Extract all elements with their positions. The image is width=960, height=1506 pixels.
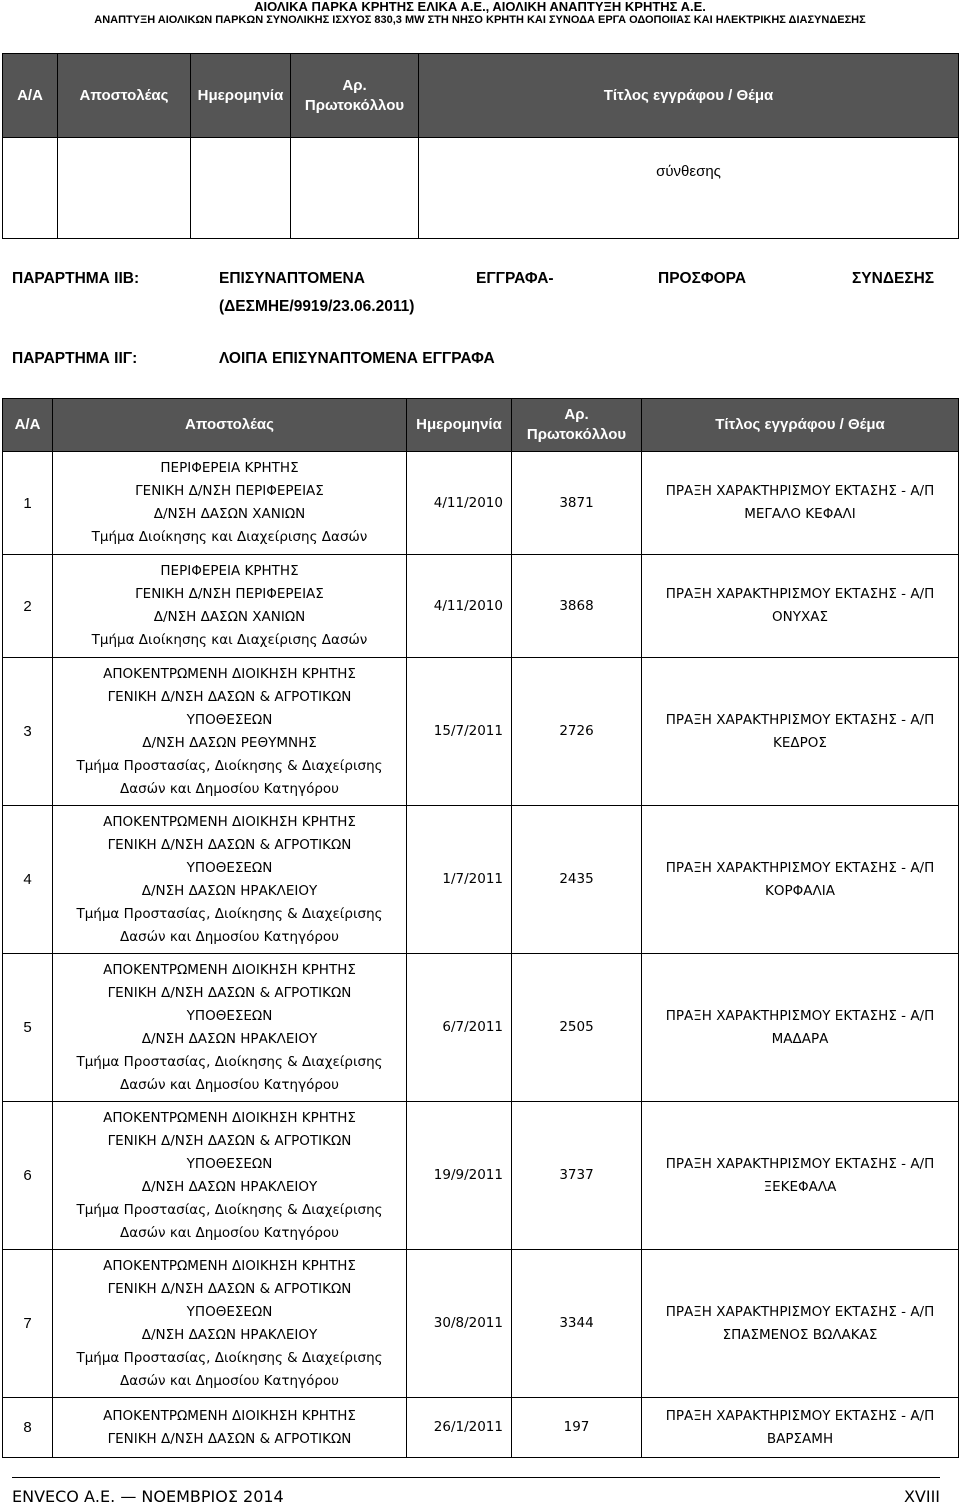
sender-line: ΓΕΝΙΚΗ Δ/ΝΣΗ ΔΑΣΩΝ & ΑΓΡΟΤΙΚΩΝ [107,1430,352,1447]
table-row [3,1398,959,1458]
title-line: ΜΕΓΑΛΟ ΚΕΦΑΛΙ [744,506,856,522]
table-row [3,1102,959,1250]
sender-line: Δ/ΝΣΗ ΔΑΣΩΝ ΗΡΑΚΛΕΙΟΥ [141,1178,318,1195]
cell-protocol: 3871 [512,452,642,555]
cell-date: 4/11/2010 [407,452,512,555]
sender-line: ΠΕΡΙΦΕΡΕΙΑ ΚΡΗΤΗΣ [160,563,299,579]
section-iig-label: ΠΑΡΑΡΤΗΜΑ ΙΙΓ: [12,350,138,367]
sender-line: ΠΕΡΙΦΕΡΕΙΑ ΚΡΗΤΗΣ [160,460,299,476]
cell-protocol: 3868 [512,555,642,658]
sender-line: ΑΠΟΚΕΝΤΡΩΜΕΝΗ ΔΙΟΙΚΗΣΗ ΚΡΗΤΗΣ [103,1257,356,1274]
title-line: ΠΡΑΞΗ ΧΑΡΑΚΤΗΡΙΣΜΟΥ ΕΚΤΑΣΗΣ - Α/Π [665,1407,935,1424]
footer-company: ENVECO Α.Ε. [12,1487,116,1506]
sender-line: ΓΕΝΙΚΗ Δ/ΝΣΗ ΠΕΡΙΦΕΡΕΙΑΣ [135,586,324,602]
table-row [3,555,959,658]
col-header-title: Τίτλος εγγράφου / Θέμα [419,54,959,138]
col-header-protocol: Αρ. Πρωτοκόλλου [291,54,419,138]
footer-page-number: XVIII [903,1487,940,1506]
sender-line: ΥΠΟΘΕΣΕΩΝ [186,859,273,876]
cell-protocol: 2435 [512,806,642,954]
table-row [3,1250,959,1398]
cell-date: 4/11/2010 [407,555,512,658]
document-header-subtitle: ΑΝΑΠΤΥΞΗ ΑΙΟΛΙΚΩΝ ΠΑΡΚΩΝ ΣΥΝΟΛΙΚΗΣ ΙΣΧΥΟΣ 830,3 MW ΣΤΗ ΝΗΣΟ ΚΡΗΤΗ ΚΑΙ ΣΥΝΟΔΑ ΕΡΓΑ ΟΔΟΠΟΙΙΑΣ ΚΑΙ ΗΛΕΚΤΡΙΚΗΣ ΔΙΑΣΥΝΔΕΣΗΣ [94,14,866,26]
cell-title [642,806,959,954]
cell-title [642,954,959,1102]
sender-line: Δ/ΝΣΗ ΔΑΣΩΝ ΗΡΑΚΛΕΙΟΥ [141,1030,318,1047]
col-header-date: Ημερομηνία [407,399,512,452]
col-header-sender: Αποστολέας [58,54,191,138]
title-line: ΠΡΑΞΗ ΧΑΡΑΚΤΗΡΙΣΜΟΥ ΕΚΤΑΣΗΣ - Α/Π [665,1303,935,1320]
sender-line: Δ/ΝΣΗ ΔΑΣΩΝ ΡΕΘΥΜΝΗΣ [142,734,317,751]
documents-table-body [3,452,959,1458]
section-iib-word1: ΕΠΙΣΥΝΑΠΤΟΜΕΝΑ [219,270,365,287]
col-header-title: Τίτλος εγγράφου / Θέμα [642,399,959,452]
sender-line: ΓΕΝΙΚΗ Δ/ΝΣΗ ΔΑΣΩΝ & ΑΓΡΟΤΙΚΩΝ [107,984,352,1001]
cell-title [642,555,959,658]
footer-date: ΝΟΕΜΒΡΙΟΣ 2014 [141,1487,284,1506]
cell-aa: 5 [3,954,53,1102]
table-row [3,138,959,239]
cell-sender [53,1102,407,1250]
cell-title-text: σύνθεσης [656,162,721,180]
sender-line: ΑΠΟΚΕΝΤΡΩΜΕΝΗ ΔΙΟΙΚΗΣΗ ΚΡΗΤΗΣ [103,1407,356,1424]
cell-aa [3,138,58,239]
cell-sender [53,555,407,658]
sender-line: Τμήμα Προστασίας, Διοίκησης & Διαχείρισης [76,1201,383,1218]
sender-line: ΓΕΝΙΚΗ Δ/ΝΣΗ ΠΕΡΙΦΕΡΕΙΑΣ [135,483,324,499]
col-header-date: Ημερομηνία [191,54,291,138]
title-line: ΜΑΔΑΡΑ [771,1030,829,1047]
sender-line: Τμήμα Προστασίας, Διοίκησης & Διαχείρισης [76,905,383,922]
title-line: ΠΡΑΞΗ ΧΑΡΑΚΤΗΡΙΣΜΟΥ ΕΚΤΑΣΗΣ - Α/Π [665,1007,935,1024]
cell-date: 15/7/2011 [407,658,512,806]
cell-aa: 2 [3,555,53,658]
page-footer [12,1477,940,1506]
cell-title [642,1250,959,1398]
cell-title [642,1398,959,1458]
col-header-aa: Α/Α [3,54,58,138]
section-iib-reference: (ΔΕΣΜΗΕ/9919/23.06.2011) [219,298,415,315]
footer-dash: — [120,1487,137,1506]
cell-protocol [291,138,419,239]
cell-protocol: 197 [512,1398,642,1458]
title-line: ΚΟΡΦΑΛΙΑ [765,882,835,899]
sender-line: Δ/ΝΣΗ ΔΑΣΩΝ ΗΡΑΚΛΕΙΟΥ [141,882,318,899]
sender-line: ΥΠΟΘΕΣΕΩΝ [186,711,273,728]
col-header-protocol-line2: Πρωτοκόλλου [526,426,627,443]
title-line: ΠΡΑΞΗ ΧΑΡΑΚΤΗΡΙΣΜΟΥ ΕΚΤΑΣΗΣ - Α/Π [665,711,935,728]
cell-sender [53,658,407,806]
cell-date: 26/1/2011 [407,1398,512,1458]
section-iib-word4: ΣΥΝΔΕΣΗΣ [852,270,935,287]
col-header-sender: Αποστολέας [53,399,407,452]
documents-table [2,398,959,1458]
cell-aa: 7 [3,1250,53,1398]
cell-aa: 8 [3,1398,53,1458]
sender-line: Τμήμα Προστασίας, Διοίκησης & Διαχείρισης [76,757,383,774]
sender-line: Δασών και Δημοσίου Κατηγόρου [120,1224,339,1241]
sender-line: Τμήμα Προστασίας, Διοίκησης & Διαχείρισης [76,1349,383,1366]
title-line: ΠΡΑΞΗ ΧΑΡΑΚΤΗΡΙΣΜΟΥ ΕΚΤΑΣΗΣ - Α/Π [665,859,935,876]
footer-left [12,1487,284,1506]
sender-line: Δασών και Δημοσίου Κατηγόρου [120,928,339,945]
title-line: ΣΠΑΣΜΕΝΟΣ ΒΩΛΑΚΑΣ [722,1326,878,1343]
cell-date: 6/7/2011 [407,954,512,1102]
cell-date [191,138,291,239]
sender-line: ΥΠΟΘΕΣΕΩΝ [186,1155,273,1172]
title-line: ΠΡΑΞΗ ΧΑΡΑΚΤΗΡΙΣΜΟΥ ΕΚΤΑΣΗΣ - Α/Π [665,1155,935,1172]
sender-line: ΑΠΟΚΕΝΤΡΩΜΕΝΗ ΔΙΟΙΚΗΣΗ ΚΡΗΤΗΣ [103,813,356,830]
cell-protocol: 3344 [512,1250,642,1398]
sender-line: ΥΠΟΘΕΣΕΩΝ [186,1007,273,1024]
document-header-title: ΑΙΟΛΙΚΑ ΠΑΡΚΑ ΚΡΗΤΗΣ ΕΛΙΚΑ Α.Ε., ΑΙΟΛΙΚΗ ΑΝΑΠΤΥΞΗ ΚΡΗΤΗΣ Α.Ε. [254,0,706,14]
table-row [3,452,959,555]
sender-line: Δ/ΝΣΗ ΔΑΣΩΝ ΧΑΝΙΩΝ [153,609,306,625]
cell-title [642,658,959,806]
sender-line: Τμήμα Διοίκησης και Διαχείρισης Δασών [91,529,368,545]
cell-sender [53,452,407,555]
table-row [3,658,959,806]
cell-aa: 6 [3,1102,53,1250]
cell-sender [53,954,407,1102]
cell-sender [58,138,191,239]
title-line: ΒΑΡΣΑΜΗ [766,1430,834,1447]
sender-line: ΑΠΟΚΕΝΤΡΩΜΕΝΗ ΔΙΟΙΚΗΣΗ ΚΡΗΤΗΣ [103,665,356,682]
cell-protocol: 3737 [512,1102,642,1250]
sender-line: Τμήμα Διοίκησης και Διαχείρισης Δασών [91,632,368,648]
cell-sender [53,1398,407,1458]
title-line: ΟΝΥΧΑΣ [772,609,828,625]
cell-aa: 3 [3,658,53,806]
section-iib-label: ΠΑΡΑΡΤΗΜΑ ΙΙΒ: [12,270,140,287]
col-header-aa: Α/Α [3,399,53,452]
sender-line: ΓΕΝΙΚΗ Δ/ΝΣΗ ΔΑΣΩΝ & ΑΓΡΟΤΙΚΩΝ [107,1132,352,1149]
sender-line: ΓΕΝΙΚΗ Δ/ΝΣΗ ΔΑΣΩΝ & ΑΓΡΟΤΙΚΩΝ [107,688,352,705]
sender-line: Δασών και Δημοσίου Κατηγόρου [120,780,339,797]
cell-title [642,452,959,555]
sender-line: Δασών και Δημοσίου Κατηγόρου [120,1076,339,1093]
sender-line: ΓΕΝΙΚΗ Δ/ΝΣΗ ΔΑΣΩΝ & ΑΓΡΟΤΙΚΩΝ [107,1280,352,1297]
cell-aa: 4 [3,806,53,954]
table-row [3,806,959,954]
table-header-row [3,54,959,138]
sender-line: Τμήμα Προστασίας, Διοίκησης & Διαχείρισης [76,1053,383,1070]
cell-sender [53,1250,407,1398]
cell-date: 30/8/2011 [407,1250,512,1398]
cell-title [642,1102,959,1250]
continuation-table [2,53,959,239]
table-header-row [3,399,959,452]
sender-line: Δασών και Δημοσίου Κατηγόρου [120,1372,339,1389]
title-line: ΚΕΔΡΟΣ [773,734,827,751]
col-header-protocol-line1: Αρ. [564,406,589,423]
cell-sender [53,806,407,954]
sender-line: ΑΠΟΚΕΝΤΡΩΜΕΝΗ ΔΙΟΙΚΗΣΗ ΚΡΗΤΗΣ [103,961,356,978]
cell-date: 1/7/2011 [407,806,512,954]
cell-protocol: 2505 [512,954,642,1102]
sender-line: Δ/ΝΣΗ ΔΑΣΩΝ ΧΑΝΙΩΝ [153,506,306,522]
section-iib-word3: ΠΡΟΣΦΟΡΑ [658,270,747,287]
cell-aa: 1 [3,452,53,555]
section-iig-title: ΛΟΙΠΑ ΕΠΙΣΥΝΑΠΤΟΜΕΝΑ ΕΓΓΡΑΦΑ [219,350,495,367]
title-line: ΠΡΑΞΗ ΧΑΡΑΚΤΗΡΙΣΜΟΥ ΕΚΤΑΣΗΣ - Α/Π [665,586,935,602]
table-row [3,954,959,1102]
cell-date: 19/9/2011 [407,1102,512,1250]
cell-title [419,138,959,239]
sender-line: ΑΠΟΚΕΝΤΡΩΜΕΝΗ ΔΙΟΙΚΗΣΗ ΚΡΗΤΗΣ [103,1109,356,1126]
col-header-protocol [512,399,642,452]
title-line: ΞΕΚΕΦΑΛΑ [763,1178,837,1195]
section-iib-word2: ΕΓΓΡΑΦΑ- [476,270,554,287]
sender-line: Δ/ΝΣΗ ΔΑΣΩΝ ΗΡΑΚΛΕΙΟΥ [141,1326,318,1343]
sender-line: ΥΠΟΘΕΣΕΩΝ [186,1303,273,1320]
title-line: ΠΡΑΞΗ ΧΑΡΑΚΤΗΡΙΣΜΟΥ ΕΚΤΑΣΗΣ - Α/Π [665,483,935,499]
cell-protocol: 2726 [512,658,642,806]
sender-line: ΓΕΝΙΚΗ Δ/ΝΣΗ ΔΑΣΩΝ & ΑΓΡΟΤΙΚΩΝ [107,836,352,853]
